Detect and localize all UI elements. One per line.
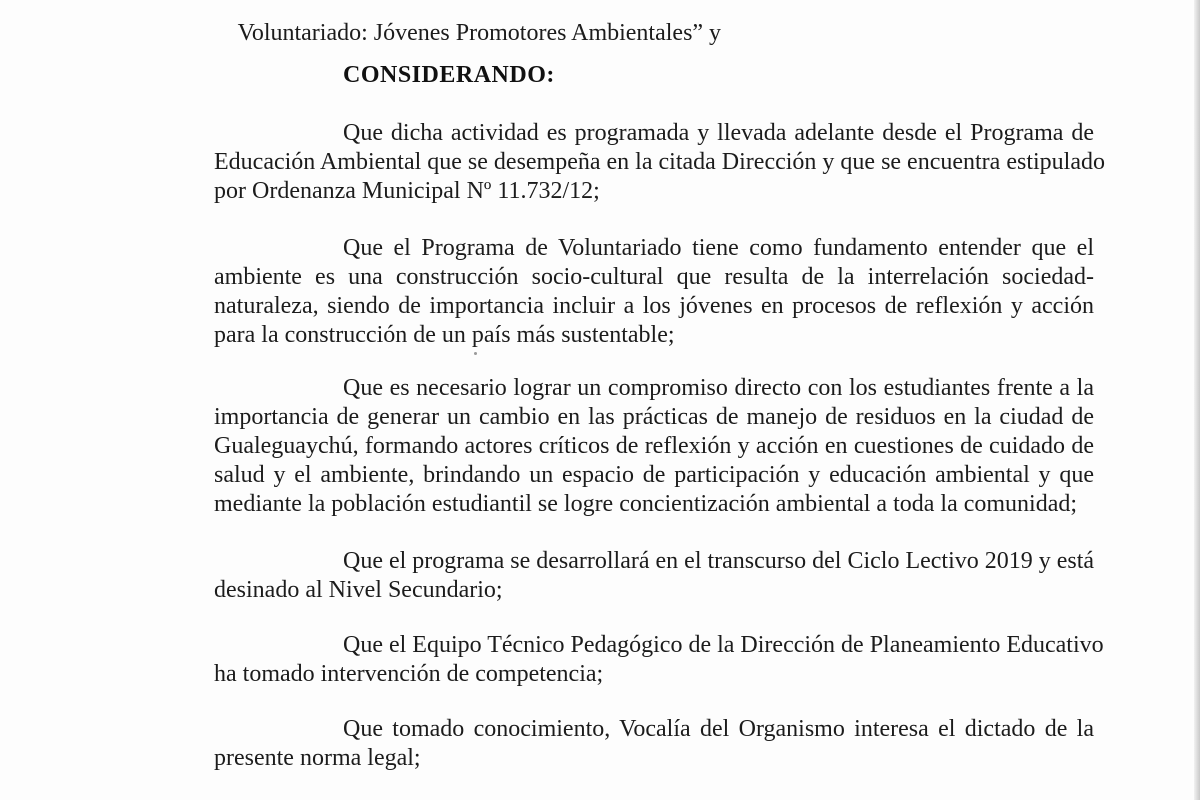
paragraph-5: [214, 631, 1104, 689]
paragraph-6: [214, 715, 1094, 773]
section-heading: CONSIDERANDO:: [343, 62, 555, 88]
paragraph-line: presente norma legal;: [214, 745, 421, 771]
paragraph-line: mediante la población estudiantil se logre concientización ambiental a toda la comunidad;: [214, 491, 1078, 517]
top-cut-line-text: Voluntariado: Jóvenes Promotores Ambientales” y: [237, 20, 722, 46]
paragraph-line: salud y el ambiente, brindando un espacio de participación y educación ambiental y que: [214, 462, 1094, 488]
paragraph-4: [214, 547, 1094, 605]
paragraph-line: para la construcción de un país más sustentable;: [214, 322, 675, 348]
paragraph-2: [214, 234, 1094, 350]
paragraph-line: Que dicha actividad es programada y llevada adelante desde el Programa de: [343, 120, 1094, 146]
paragraph-line: Que el Programa de Voluntariado tiene como fundamento entender que el: [343, 235, 1094, 261]
scan-speck: [474, 352, 477, 355]
paragraph-line: desinado al Nivel Secundario;: [214, 577, 503, 603]
paragraph-line: naturaleza, siendo de importancia incluir a los jóvenes en procesos de reflexión y acción: [214, 293, 1094, 319]
paragraph-1: [214, 119, 1105, 206]
paragraph-line: Educación Ambiental que se desempeña en la citada Dirección y que se encuentra estipulado: [214, 149, 1105, 175]
paragraph-line: ambiente es una construcción socio-cultural que resulta de la interrelación sociedad-: [214, 264, 1094, 290]
paragraph-line: Que el programa se desarrollará en el transcurso del Ciclo Lectivo 2019 y está: [343, 548, 1095, 574]
paragraph-line: Que es necesario lograr un compromiso directo con los estudiantes frente a la: [343, 375, 1094, 401]
page-edge-shadow: [1194, 0, 1200, 800]
paragraph-line: por Ordenanza Municipal Nº 11.732/12;: [214, 178, 600, 204]
paragraph-line: Gualeguaychú, formando actores críticos de reflexión y acción en cuestiones de cuidado de: [214, 433, 1094, 459]
paragraph-line: Que el Equipo Técnico Pedagógico de la Dirección de Planeamiento Educativo: [343, 632, 1104, 658]
paragraph-3: [214, 374, 1094, 519]
paragraph-line: ha tomado intervención de competencia;: [214, 661, 604, 687]
paragraph-line: importancia de generar un cambio en las prácticas de manejo de residuos en la ciudad de: [214, 404, 1094, 430]
paragraph-line: Que tomado conocimiento, Vocalía del Organismo interesa el dictado de la: [343, 716, 1094, 742]
